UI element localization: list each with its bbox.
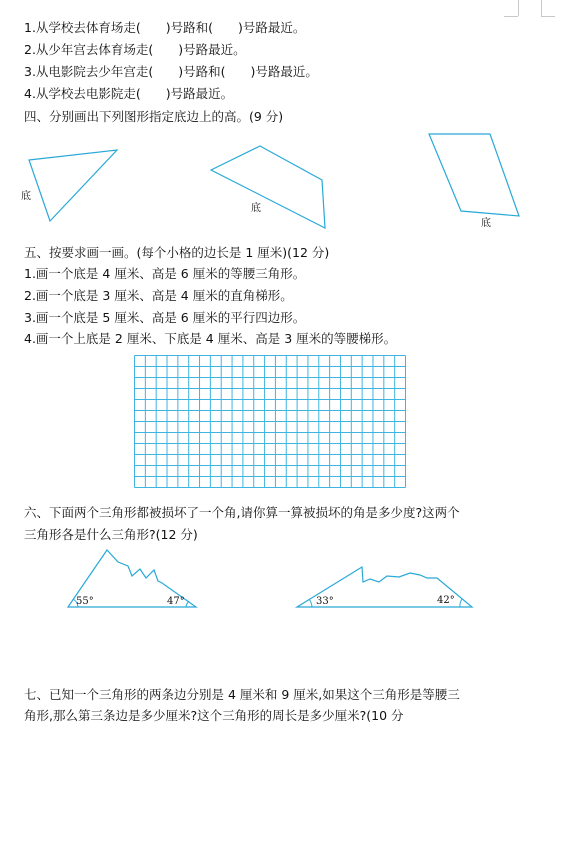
question-3-3: 3.从电影院去少年宫走( )号路和( )号路最近。 bbox=[24, 64, 318, 79]
question-5-1: 1.画一个底是 4 厘米、高是 6 厘米的等腰三角形。 bbox=[24, 266, 306, 281]
trapezoid-figure bbox=[211, 146, 325, 228]
section-7-line-1: 七、已知一个三角形的两条边分别是 4 厘米和 9 厘米,如果这个三角形是等腰三 bbox=[24, 687, 460, 702]
angle-arc-1b bbox=[186, 601, 189, 607]
drawing-grid bbox=[134, 355, 406, 488]
question-3-2: 2.从少年宫去体育场走( )号路最近。 bbox=[24, 42, 246, 57]
section-4-title: 四、分别画出下列图形指定底边上的高。(9 分) bbox=[24, 109, 284, 124]
question-5-2: 2.画一个底是 3 厘米、高是 4 厘米的直角梯形。 bbox=[24, 288, 293, 303]
parallelogram-figure bbox=[429, 134, 519, 216]
triangle-1-left-angle: 55° bbox=[76, 596, 94, 607]
angle-arc-2a bbox=[309, 599, 312, 607]
triangle-2-right-angle: 42° bbox=[437, 595, 455, 606]
section-6-line-2: 三角形各是什么三角形?(12 分) bbox=[24, 527, 198, 542]
triangle-2-left-angle: 33° bbox=[316, 596, 334, 607]
section-7-line-2: 角形,那么第三条边是多少厘米?这个三角形的周长是多少厘米?(10 分 bbox=[24, 708, 404, 723]
triangle-figure bbox=[29, 150, 117, 221]
trapezoid-base-label: 底 bbox=[251, 203, 261, 214]
triangle-1-right-angle: 47° bbox=[167, 596, 185, 607]
question-3-1: 1.从学校去体育场走( )号路和( )号路最近。 bbox=[24, 20, 306, 35]
triangle-base-label: 底 bbox=[21, 191, 31, 202]
section-6-line-1: 六、下面两个三角形都被损坏了一个角,请你算一算被损坏的角是多少度?这两个 bbox=[24, 505, 460, 520]
section-5-title: 五、按要求画一画。(每个小格的边长是 1 厘米)(12 分) bbox=[24, 245, 330, 260]
angle-arc-2b bbox=[460, 599, 462, 607]
question-5-3: 3.画一个底是 5 厘米、高是 6 厘米的平行四边形。 bbox=[24, 310, 306, 325]
parallelogram-base-label: 底 bbox=[481, 218, 491, 229]
question-5-4: 4.画一个上底是 2 厘米、下底是 4 厘米、高是 3 厘米的等腰梯形。 bbox=[24, 331, 397, 346]
question-3-4: 4.从学校去电影院走( )号路最近。 bbox=[24, 86, 234, 101]
